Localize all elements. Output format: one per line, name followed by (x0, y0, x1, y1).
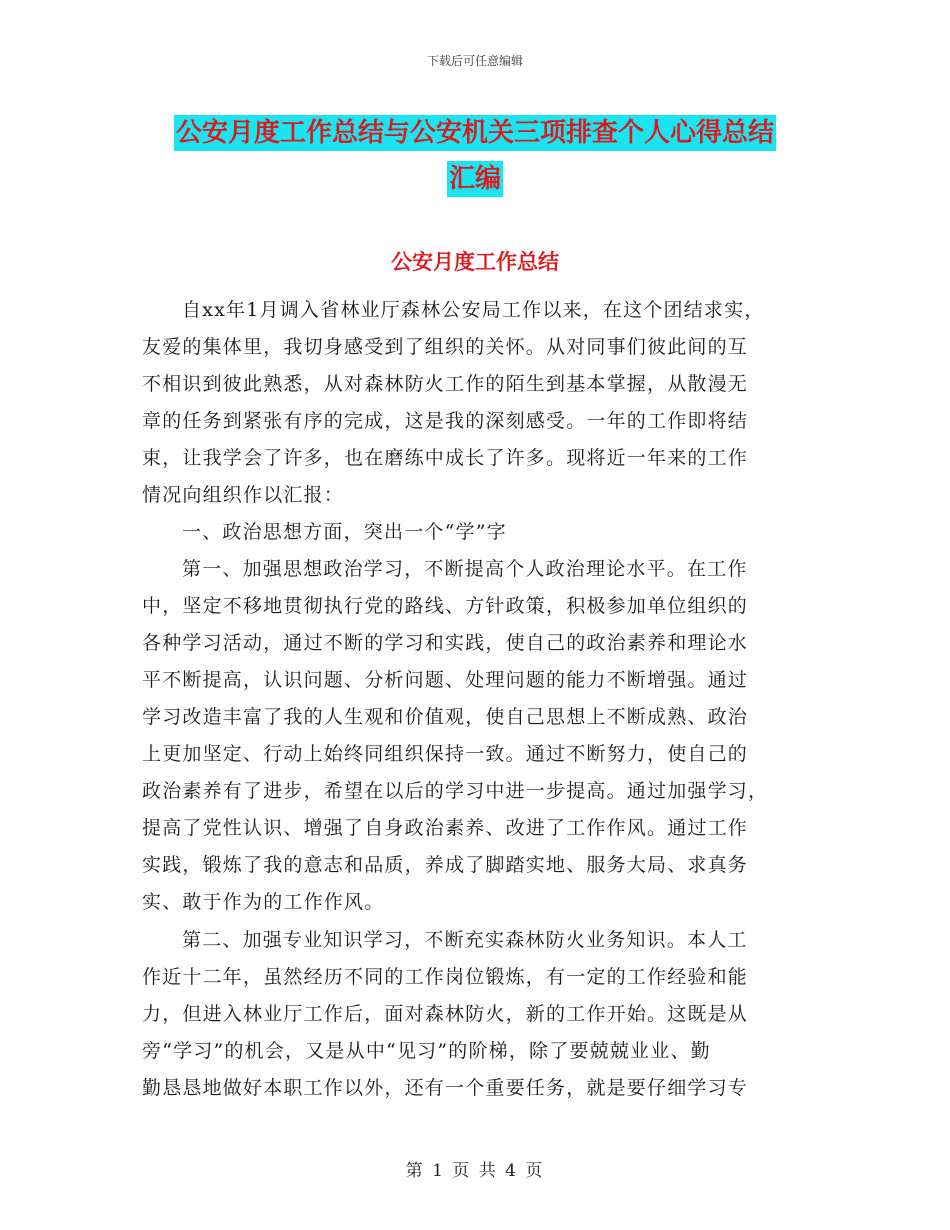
paragraph-4 (142, 922, 822, 1107)
text-line: 作近十二年，虽然经历不同的工作岗位锻炼，有一定的工作经验和能 (142, 966, 749, 988)
text-line: 实、敢于作为的工作作风。 (142, 891, 385, 913)
text-line: 情况向组织作以汇报： (142, 484, 345, 506)
text-line: 平不断提高，认识问题、分析问题、处理问题的能力不断增强。通过 (142, 669, 749, 691)
text-line: 力，但进入林业厅工作后，面对森林防火，新的工作开始。这既是从 (142, 1003, 749, 1025)
paragraph-2 (142, 514, 822, 551)
header-note: 下载后可任意编辑 (426, 54, 523, 68)
section-title: 公安月度工作总结 (391, 250, 559, 274)
text-line: 束，让我学会了许多，也在磨练中成长了许多。现将近一年来的工作 (142, 447, 749, 469)
text-line: 第二、加强专业知识学习，不断充实森林防火业务知识。本人工 (182, 929, 748, 951)
text-line: 实践，锻炼了我的意志和品质，养成了脚踏实地、服务大局、求真务 (142, 854, 749, 876)
text-line: 旁“学习”的机会，又是从中“见习”的阶梯，除了要兢兢业业、勤 (142, 1040, 711, 1062)
paragraph-3 (142, 551, 822, 921)
text-line: 提高了党性认识、增强了自身政治素养、改进了工作作风。通过工作 (142, 817, 749, 839)
title-line-1: 公安月度工作总结与公安机关三项排查个人心得总结 (174, 115, 776, 151)
text-line: 各种学习活动，通过不断的学习和实践，使自己的政治素养和理论水 (142, 632, 749, 654)
page-footer: 第 1 页 共 4 页 (405, 1161, 545, 1181)
subheading-line: 一、政治思想方面，突出一个“学”字 (182, 521, 507, 543)
text-line: 不相识到彼此熟悉，从对森林防火工作的陌生到基本掌握，从散漫无 (142, 373, 749, 395)
text-line: 章的任务到紧张有序的完成，这是我的深刻感受。一年的工作即将结 (142, 410, 749, 432)
text-line: 自xx年1月调入省林业厅森林公安局工作以来，在这个团结求实， (182, 299, 765, 321)
paragraph-1 (142, 292, 822, 514)
text-line: 中，坚定不移地贯彻执行党的路线、方针政策，积极参加单位组织的 (142, 595, 749, 617)
text-line: 政治素养有了进步，希望在以后的学习中进一步提高。通过加强学习， (142, 780, 769, 802)
text-line: 第一、加强思想政治学习，不断提高个人政治理论水平。在工作 (182, 558, 748, 580)
text-line: 学习改造丰富了我的人生观和价值观，使自己思想上不断成熟、政治 (142, 706, 749, 728)
document-title (0, 110, 950, 202)
text-line: 友爱的集体里，我切身感受到了组织的关怀。从对同事们彼此间的互 (142, 336, 749, 358)
text-line: 勤恳恳地做好本职工作以外，还有一个重要任务，就是要仔细学习专 (142, 1077, 749, 1099)
title-line-2: 汇编 (447, 161, 503, 197)
text-line: 上更加坚定、行动上始终同组织保持一致。通过不断努力，使自己的 (142, 743, 749, 765)
